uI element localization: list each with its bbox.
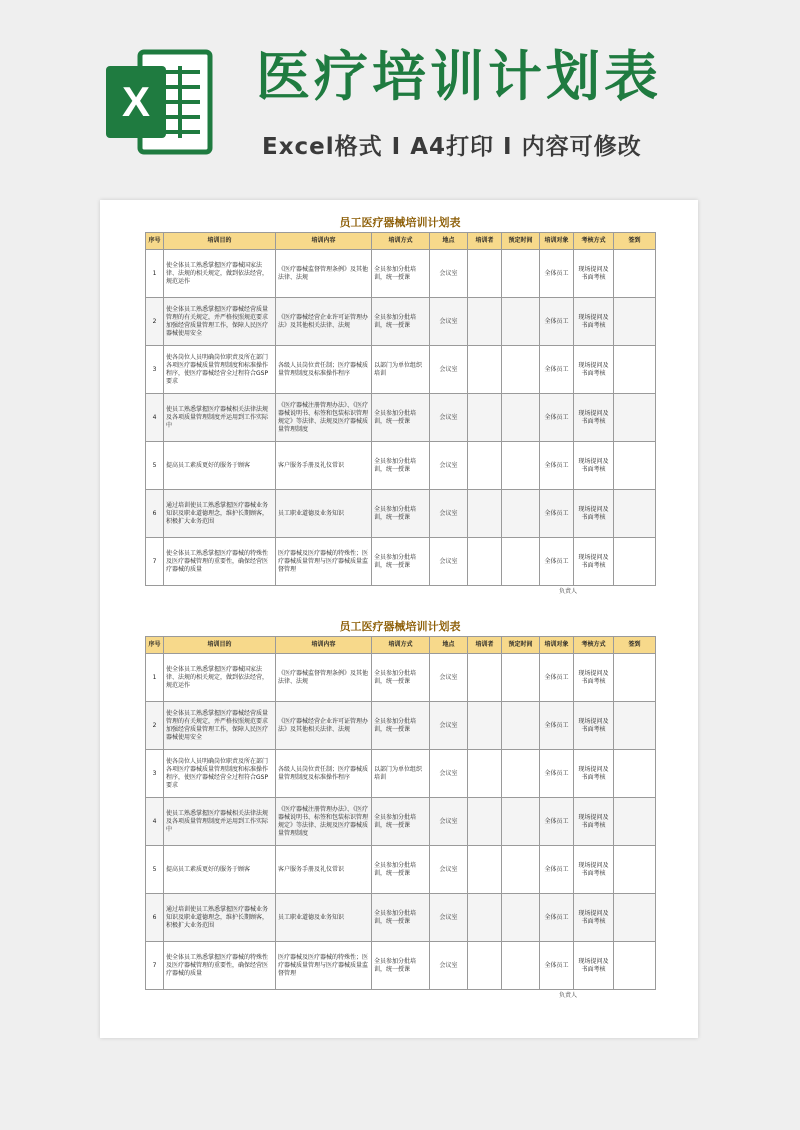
cell-content: 医疗器械及医疗器械的特殊性；医疗器械质量管理与医疗器械质量监督管理 xyxy=(276,538,372,586)
cell-audience: 全体员工 xyxy=(540,750,574,798)
cell-purpose: 提高员工素质更好的服务于顾客 xyxy=(164,442,276,490)
cell-purpose: 使各岗位人员明确岗位职责及所在部门各项医疗器械质量管理制度和标准操作程序，使医疗器械经营全过程符合GSP要求 xyxy=(164,346,276,394)
table-row xyxy=(146,894,656,942)
cell-purpose: 通过培训使员工熟悉掌握医疗器械业务知识及职业道德理念，维护长期顾客，积极扩大业务范围 xyxy=(164,894,276,942)
cell-scheduled-time xyxy=(502,346,540,394)
header-content: 培训内容 xyxy=(276,233,372,250)
cell-assessment: 现场提问及书面考核 xyxy=(574,346,614,394)
cell-assessment: 现场提问及书面考核 xyxy=(574,250,614,298)
cell-sign-in[interactable] xyxy=(614,846,656,894)
cell-index: 4 xyxy=(146,394,164,442)
cell-purpose: 使各岗位人员明确岗位职责及所在部门各项医疗器械质量管理制度和标准操作程序，使医疗器械经营全过程符合GSP要求 xyxy=(164,750,276,798)
table-title: 员工医疗器械培训计划表 xyxy=(339,620,461,633)
cell-trainer xyxy=(468,346,502,394)
cell-trainer xyxy=(468,250,502,298)
cell-purpose: 使全体员工熟悉掌握医疗器械的特殊性及医疗器械管理的重要性，确保经营医疗器械的质量 xyxy=(164,942,276,990)
cell-scheduled-time xyxy=(502,394,540,442)
training-plan-table xyxy=(145,232,656,586)
table-row xyxy=(146,346,656,394)
cell-scheduled-time xyxy=(502,894,540,942)
cell-sign-in[interactable] xyxy=(614,490,656,538)
cell-trainer xyxy=(468,442,502,490)
header-row xyxy=(146,233,656,250)
cell-assessment: 现场提问及书面考核 xyxy=(574,894,614,942)
cell-method: 全员参加分批培训，统一授课 xyxy=(372,250,430,298)
owner-label: 负责人 xyxy=(558,588,577,595)
cell-audience: 全体员工 xyxy=(540,250,574,298)
cell-content: 员工职业道德及业务知识 xyxy=(276,894,372,942)
cell-sign-in[interactable] xyxy=(614,538,656,586)
cell-content: 《医疗器械注册管理办法》、《医疗器械说明书、标签和包装标识管理规定》等法律、法规及医疗器械质量管理制度 xyxy=(276,394,372,442)
cell-content: 客户服务手册及礼仪常识 xyxy=(276,442,372,490)
cell-scheduled-time xyxy=(502,490,540,538)
table-row xyxy=(146,798,656,846)
cell-assessment: 现场提问及书面考核 xyxy=(574,654,614,702)
cell-sign-in[interactable] xyxy=(614,894,656,942)
table-row xyxy=(146,750,656,798)
cell-trainer xyxy=(468,702,502,750)
header-audience: 培训对象 xyxy=(540,233,574,250)
header-trainer: 培训者 xyxy=(468,637,502,654)
cell-assessment: 现场提问及书面考核 xyxy=(574,298,614,346)
cell-location: 会议室 xyxy=(430,394,468,442)
header-scheduled-time: 预定时间 xyxy=(502,637,540,654)
cell-content: 医疗器械及医疗器械的特殊性；医疗器械质量管理与医疗器械质量监督管理 xyxy=(276,942,372,990)
cell-audience: 全体员工 xyxy=(540,442,574,490)
table-row xyxy=(146,490,656,538)
header-sign-in: 签到 xyxy=(614,637,656,654)
cell-purpose: 使全体员工熟悉掌握医疗器械经营质量管理的有关规定，并严格按照规范要求加强经营质量管理工作，保障人民医疗器械使用安全 xyxy=(164,298,276,346)
cell-index: 2 xyxy=(146,702,164,750)
excel-logo-icon xyxy=(100,42,220,162)
cell-sign-in[interactable] xyxy=(614,654,656,702)
cell-method: 全员参加分批培训，统一授课 xyxy=(372,298,430,346)
training-table-block xyxy=(145,214,655,598)
table-row xyxy=(146,538,656,586)
cell-trainer xyxy=(468,490,502,538)
header-index: 序号 xyxy=(146,637,164,654)
cell-scheduled-time xyxy=(502,298,540,346)
cell-method: 全员参加分批培训，统一授课 xyxy=(372,702,430,750)
cell-assessment: 现场提问及书面考核 xyxy=(574,442,614,490)
header-sign-in: 签到 xyxy=(614,233,656,250)
cell-index: 4 xyxy=(146,798,164,846)
cell-purpose: 使全体员工熟悉掌握医疗器械的特殊性及医疗器械管理的重要性，确保经营医疗器械的质量 xyxy=(164,538,276,586)
spreadsheet-page xyxy=(100,200,698,1038)
cell-scheduled-time xyxy=(502,702,540,750)
header-row xyxy=(146,637,656,654)
cell-scheduled-time xyxy=(502,942,540,990)
table-row xyxy=(146,394,656,442)
cell-assessment: 现场提问及书面考核 xyxy=(574,538,614,586)
header-method: 培训方式 xyxy=(372,233,430,250)
cell-location: 会议室 xyxy=(430,490,468,538)
header-audience: 培训对象 xyxy=(540,637,574,654)
cell-method: 全员参加分批培训，统一授课 xyxy=(372,394,430,442)
training-plan-table xyxy=(145,636,656,990)
cell-sign-in[interactable] xyxy=(614,394,656,442)
cell-index: 3 xyxy=(146,750,164,798)
cell-sign-in[interactable] xyxy=(614,750,656,798)
cell-scheduled-time xyxy=(502,654,540,702)
cell-trainer xyxy=(468,798,502,846)
cell-scheduled-time xyxy=(502,538,540,586)
cell-index: 6 xyxy=(146,490,164,538)
cell-trainer xyxy=(468,894,502,942)
header-purpose: 培训目的 xyxy=(164,637,276,654)
table-title: 员工医疗器械培训计划表 xyxy=(339,216,461,229)
cell-content: 员工职业道德及业务知识 xyxy=(276,490,372,538)
cell-location: 会议室 xyxy=(430,442,468,490)
cell-audience: 全体员工 xyxy=(540,490,574,538)
table-row xyxy=(146,702,656,750)
cell-location: 会议室 xyxy=(430,846,468,894)
cell-trainer xyxy=(468,654,502,702)
cell-purpose: 提高员工素质更好的服务于顾客 xyxy=(164,846,276,894)
cell-trainer xyxy=(468,846,502,894)
cell-content: 《医疗器械监督管理条例》及其他法律、法规 xyxy=(276,654,372,702)
cell-location: 会议室 xyxy=(430,250,468,298)
cell-method: 全员参加分批培训，统一授课 xyxy=(372,798,430,846)
cell-index: 3 xyxy=(146,346,164,394)
cell-scheduled-time xyxy=(502,442,540,490)
banner-title: 医疗培训计划表 xyxy=(256,45,662,108)
cell-scheduled-time xyxy=(502,750,540,798)
cell-content: 各级人员岗位责任制；医疗器械质量管理制度及标准操作程序 xyxy=(276,346,372,394)
cell-trainer xyxy=(468,394,502,442)
cell-sign-in[interactable] xyxy=(614,942,656,990)
table-row xyxy=(146,942,656,990)
cell-method: 全员参加分批培训，统一授课 xyxy=(372,942,430,990)
cell-purpose: 使全体员工熟悉掌握医疗器械国家法律、法规的相关规定，做到依法经营，规范运作 xyxy=(164,250,276,298)
table-row xyxy=(146,250,656,298)
cell-method: 全员参加分批培训，统一授课 xyxy=(372,654,430,702)
banner-subtitle: Excel格式 I A4打印 I 内容可修改 xyxy=(262,134,642,160)
cell-index: 6 xyxy=(146,894,164,942)
cell-index: 1 xyxy=(146,654,164,702)
cell-method: 全员参加分批培训，统一授课 xyxy=(372,846,430,894)
cell-index: 1 xyxy=(146,250,164,298)
header-location: 地点 xyxy=(430,233,468,250)
cell-purpose: 使全体员工熟悉掌握医疗器械经营质量管理的有关规定，并严格按照规范要求加强经营质量管理工作，保障人民医疗器械使用安全 xyxy=(164,702,276,750)
excel-logo-letter: X xyxy=(121,78,151,125)
cell-purpose: 使全体员工熟悉掌握医疗器械国家法律、法规的相关规定，做到依法经营，规范运作 xyxy=(164,654,276,702)
header-method: 培训方式 xyxy=(372,637,430,654)
cell-audience: 全体员工 xyxy=(540,942,574,990)
owner-label: 负责人 xyxy=(558,992,577,999)
cell-scheduled-time xyxy=(502,846,540,894)
cell-method: 全员参加分批培训，统一授课 xyxy=(372,538,430,586)
cell-location: 会议室 xyxy=(430,798,468,846)
cell-purpose: 使员工熟悉掌握医疗器械相关法律法规及各项质量管理制度并运用到工作实际中 xyxy=(164,798,276,846)
cell-audience: 全体员工 xyxy=(540,654,574,702)
cell-location: 会议室 xyxy=(430,894,468,942)
cell-audience: 全体员工 xyxy=(540,538,574,586)
cell-content: 各级人员岗位责任制；医疗器械质量管理制度及标准操作程序 xyxy=(276,750,372,798)
cell-location: 会议室 xyxy=(430,654,468,702)
cell-trainer xyxy=(468,750,502,798)
cell-sign-in[interactable] xyxy=(614,442,656,490)
cell-audience: 全体员工 xyxy=(540,394,574,442)
training-table-block xyxy=(145,618,655,1002)
cell-audience: 全体员工 xyxy=(540,894,574,942)
cell-index: 7 xyxy=(146,942,164,990)
cell-index: 7 xyxy=(146,538,164,586)
cell-audience: 全体员工 xyxy=(540,298,574,346)
cell-sign-in[interactable] xyxy=(614,250,656,298)
cell-content: 《医疗器械经营企业许可证管理办法》及其他相关法律、法规 xyxy=(276,702,372,750)
cell-audience: 全体员工 xyxy=(540,798,574,846)
banner xyxy=(0,0,800,190)
cell-assessment: 现场提问及书面考核 xyxy=(574,750,614,798)
cell-sign-in[interactable] xyxy=(614,298,656,346)
cell-purpose: 使员工熟悉掌握医疗器械相关法律法规及各项质量管理制度并运用到工作实际中 xyxy=(164,394,276,442)
cell-content: 《医疗器械经营企业许可证管理办法》及其他相关法律、法规 xyxy=(276,298,372,346)
cell-index: 5 xyxy=(146,846,164,894)
cell-location: 会议室 xyxy=(430,702,468,750)
cell-method: 全员参加分批培训，统一授课 xyxy=(372,442,430,490)
cell-assessment: 现场提问及书面考核 xyxy=(574,394,614,442)
cell-trainer xyxy=(468,538,502,586)
cell-content: 客户服务手册及礼仪常识 xyxy=(276,846,372,894)
header-trainer: 培训者 xyxy=(468,233,502,250)
cell-audience: 全体员工 xyxy=(540,702,574,750)
cell-location: 会议室 xyxy=(430,346,468,394)
cell-scheduled-time xyxy=(502,798,540,846)
cell-location: 会议室 xyxy=(430,750,468,798)
cell-audience: 全体员工 xyxy=(540,846,574,894)
cell-assessment: 现场提问及书面考核 xyxy=(574,798,614,846)
cell-content: 《医疗器械注册管理办法》、《医疗器械说明书、标签和包装标识管理规定》等法律、法规及医疗器械质量管理制度 xyxy=(276,798,372,846)
cell-assessment: 现场提问及书面考核 xyxy=(574,490,614,538)
cell-assessment: 现场提问及书面考核 xyxy=(574,942,614,990)
cell-scheduled-time xyxy=(502,250,540,298)
cell-sign-in[interactable] xyxy=(614,702,656,750)
cell-index: 5 xyxy=(146,442,164,490)
table-row xyxy=(146,846,656,894)
cell-trainer xyxy=(468,942,502,990)
cell-location: 会议室 xyxy=(430,942,468,990)
cell-location: 会议室 xyxy=(430,298,468,346)
cell-purpose: 通过培训使员工熟悉掌握医疗器械业务知识及职业道德理念，维护长期顾客，积极扩大业务范围 xyxy=(164,490,276,538)
cell-method: 以部门为单位组织培训 xyxy=(372,750,430,798)
cell-assessment: 现场提问及书面考核 xyxy=(574,846,614,894)
cell-assessment: 现场提问及书面考核 xyxy=(574,702,614,750)
cell-method: 全员参加分批培训，统一授课 xyxy=(372,490,430,538)
cell-sign-in[interactable] xyxy=(614,346,656,394)
cell-trainer xyxy=(468,298,502,346)
header-assessment: 考核方式 xyxy=(574,637,614,654)
table-row xyxy=(146,298,656,346)
table-row xyxy=(146,654,656,702)
cell-content: 《医疗器械监督管理条例》及其他法律、法规 xyxy=(276,250,372,298)
table-row xyxy=(146,442,656,490)
cell-method: 以部门为单位组织培训 xyxy=(372,346,430,394)
header-content: 培训内容 xyxy=(276,637,372,654)
header-assessment: 考核方式 xyxy=(574,233,614,250)
cell-sign-in[interactable] xyxy=(614,798,656,846)
cell-method: 全员参加分批培训，统一授课 xyxy=(372,894,430,942)
cell-index: 2 xyxy=(146,298,164,346)
cell-audience: 全体员工 xyxy=(540,346,574,394)
header-scheduled-time: 预定时间 xyxy=(502,233,540,250)
header-index: 序号 xyxy=(146,233,164,250)
header-location: 地点 xyxy=(430,637,468,654)
header-purpose: 培训目的 xyxy=(164,233,276,250)
cell-location: 会议室 xyxy=(430,538,468,586)
